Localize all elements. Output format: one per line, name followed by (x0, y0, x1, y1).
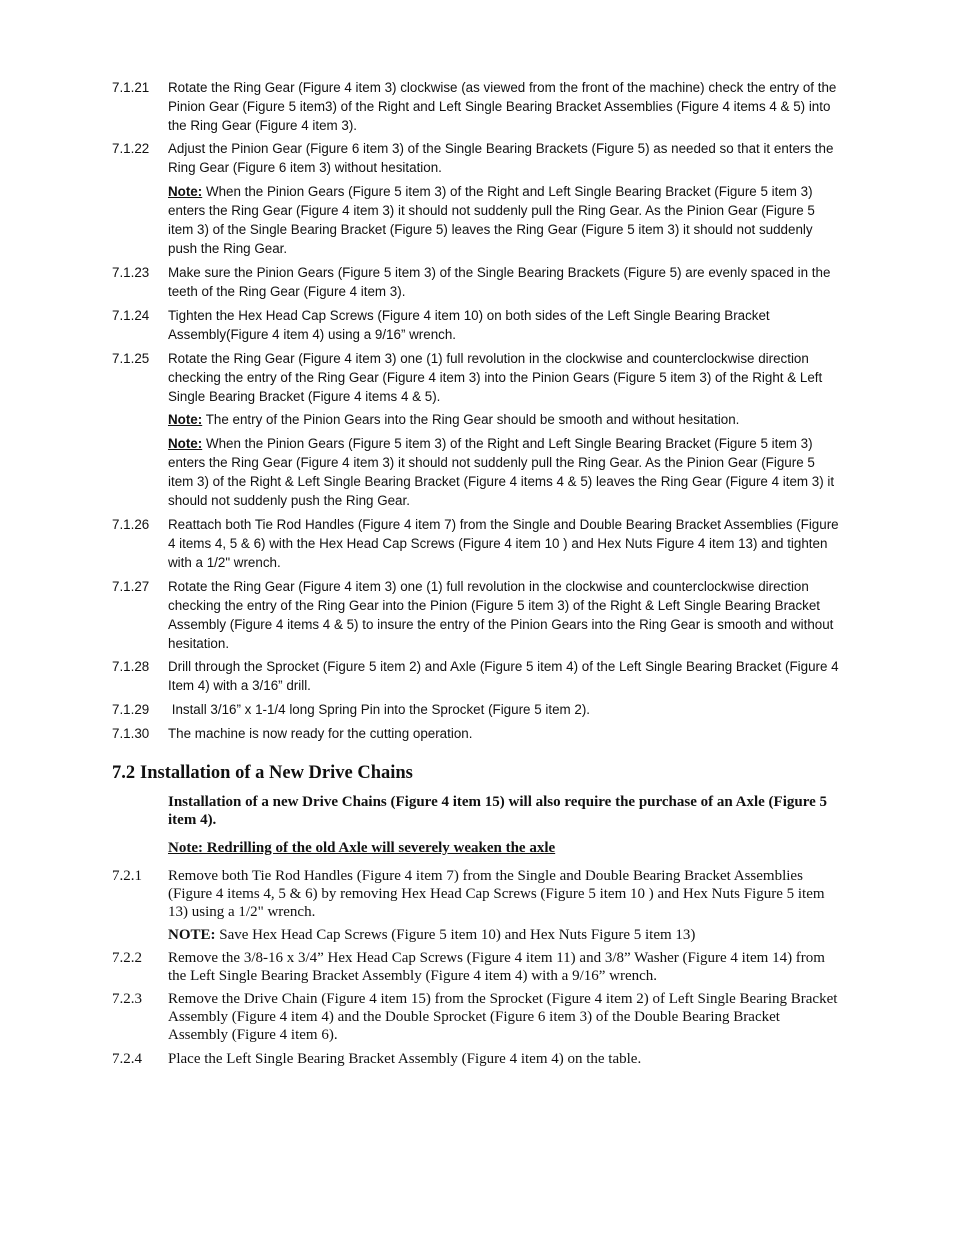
note-label: Note: (168, 436, 203, 451)
section-intro: Installation of a new Drive Chains (Figure 4 item 15) will also require the purchase of an Axle (Figure 5 item 4). (168, 794, 828, 829)
step-number: 7.1.26 (112, 517, 150, 532)
note-label: NOTE: (168, 927, 216, 943)
step-7-1-26 (112, 515, 842, 572)
step-7-2-3 (112, 990, 842, 1045)
step-number: 7.1.22 (112, 141, 150, 156)
note-label: Note: (168, 184, 203, 199)
step-text: Rotate the Ring Gear (Figure 4 item 3) one (1) full revolution in the clockwise and counterclockwise direction checking the entry of the Ring Gear (Figure 4 item 3) into the Pinion Gears (Figure 5 item 3) of the Right & Left Single Bearing Bracket (Figure 4 items 4 & 5). (168, 351, 823, 404)
note-text: When the Pinion Gears (Figure 5 item 3) of the Right and Left Single Bearing Bracket (Figure 5 item 3) enters the Ring Gear (Figure 4 item 3) it should not suddenly pull the Ring Gear. As the Pinion Gear (Figure 5 item 3) of the Single Bearing Bracket (Figure 5) leaves the Ring Gear (Figure 5 item 3) it should not suddenly push the Ring Gear. (168, 184, 815, 256)
step-number: 7.1.27 (112, 579, 150, 594)
step-text: Rotate the Ring Gear (Figure 4 item 3) one (1) full revolution in the clockwise and counterclockwise direction checking the entry of the Ring Gear into the Pinion (Figure 5 item 3) of the Right & Left Single Bearing Bracket Assembly (Figure 4 items 4 & 5) to insure the entry of the Pinion Gears into the Ring Gear is smooth and without hesitation. (168, 579, 834, 651)
step-number: 7.2.3 (112, 991, 142, 1007)
step-number: 7.1.25 (112, 351, 150, 366)
step-text: Drill through the Sprocket (Figure 5 item 2) and Axle (Figure 5 item 4) of the Left Single Bearing Bracket (Figure 4 Item 4) with a 3/16” drill. (168, 659, 839, 693)
step-7-2-4 (112, 1050, 842, 1068)
step-7-2-1 (112, 867, 842, 922)
step-7-1-24 (112, 306, 842, 344)
section-heading-7-2 (112, 761, 413, 785)
step-number: 7.1.24 (112, 308, 150, 323)
step-7-1-27 (112, 577, 842, 653)
note-pinion-push (168, 434, 842, 510)
step-text: Reattach both Tie Rod Handles (Figure 4 item 7) from the Single and Double Bearing Bracket Assemblies (Figure 4 items 4, 5 & 6) with the Hex Head Cap Screws (Figure 4 item 10 ) and Hex Nuts Figure 4 item 13) and tighten with a 1/2" wrench. (168, 517, 839, 570)
step-text: Tighten the Hex Head Cap Screws (Figure 4 item 10) on both sides of the Left Single Bearing Bracket Assembly(Figure 4 item 4) using a 9/16” wrench. (168, 308, 770, 342)
note-text: Save Hex Head Cap Screws (Figure 5 item 10) and Hex Nuts Figure 5 item 13) (215, 927, 696, 943)
note-label: Note: (168, 412, 203, 427)
step-number: 7.2.4 (112, 1051, 142, 1067)
step-number: 7.1.28 (112, 659, 150, 674)
step-text: Install 3/16” x 1-1/4 long Spring Pin into the Sprocket (Figure 5 item 2). (168, 702, 591, 717)
step-text: Remove the 3/8-16 x 3/4” Hex Head Cap Screws (Figure 4 item 11) and 3/8” Washer (Figure 4 item 14) from the Left Single Bearing Bracket Assembly (Figure 4 item 4) with a 9/16” wrench. (168, 950, 825, 985)
note-save-screws (168, 926, 842, 944)
step-7-1-25 (112, 349, 842, 406)
step-text: Make sure the Pinion Gears (Figure 5 item 3) of the Single Bearing Brackets (Figure 5) are evenly spaced in the teeth of the Ring Gear (Figure 4 item 3). (168, 265, 831, 299)
step-7-1-28 (112, 657, 842, 695)
step-text: Place the Left Single Bearing Bracket Assembly (Figure 4 item 4) on the table. (168, 1051, 642, 1067)
step-7-1-30 (112, 724, 842, 743)
step-text: The machine is now ready for the cutting operation. (168, 726, 473, 741)
step-text: Adjust the Pinion Gear (Figure 6 item 3) of the Single Bearing Brackets (Figure 5) as needed so that it enters the Ring Gear (Figure 6 item 3) without hesitation. (168, 141, 834, 175)
note-smooth-entry (168, 410, 842, 429)
step-7-1-29 (112, 700, 842, 719)
note-text: The entry of the Pinion Gears into the Ring Gear should be smooth and without hesitation. (202, 412, 740, 427)
step-number: 7.1.21 (112, 80, 150, 95)
step-number: 7.1.30 (112, 726, 150, 741)
step-number: 7.1.23 (112, 265, 150, 280)
step-number: 7.1.29 (112, 702, 150, 717)
step-number: 7.2.2 (112, 950, 142, 966)
step-7-1-22 (112, 139, 842, 177)
section-number: 7.2 (112, 763, 136, 783)
step-number: 7.2.1 (112, 868, 142, 884)
step-7-2-2 (112, 949, 842, 985)
note-text: When the Pinion Gears (Figure 5 item 3) of the Right and Left Single Bearing Bracket (Figure 5 item 3) enters the Ring Gear (Figure 4 item 3) it should not suddenly pull the Ring Gear. As the Pinion Gear (Figure 5 item 3) of the Right & Left Single Bearing Bracket (Figure 4 items 4 & 5) leaves the Ring Gear (Figure 4 item 3) it should not suddenly push the Ring Gear. (168, 436, 835, 508)
warning-note: Note: Redrilling of the old Axle will severely weaken the axle (168, 840, 556, 856)
step-text: Remove the Drive Chain (Figure 4 item 15) from the Sprocket (Figure 4 item 2) of Left Single Bearing Bracket Assembly (Figure 4 item 4) and the Double Sprocket (Figure 6 item 3) of the Double Bearing Bracket Assembly (Figure 4 item 6). (168, 991, 838, 1044)
step-7-1-21 (112, 78, 842, 135)
section-title: Installation of a New Drive Chains (140, 763, 413, 783)
step-text: Remove both Tie Rod Handles (Figure 4 item 7) from the Single and Double Bearing Bracket Assemblies (Figure 4 items 4, 5 & 6) by removing Hex Head Cap Screws (Figure 5 item 10 ) and Hex Nuts Figure 5 item 13) using a 1/2" wrench. (168, 868, 825, 921)
step-7-1-23 (112, 263, 842, 301)
step-text: Rotate the Ring Gear (Figure 4 item 3) clockwise (as viewed from the front of the machine) check the entry of the Pinion Gear (Figure 5 item3) of the Right and Left Single Bearing Bracket Assemblies (Figure 4 items 4 & 5) into the Ring Gear (Figure 4 item 3). (168, 80, 837, 133)
note-pinion-pull (168, 182, 842, 258)
